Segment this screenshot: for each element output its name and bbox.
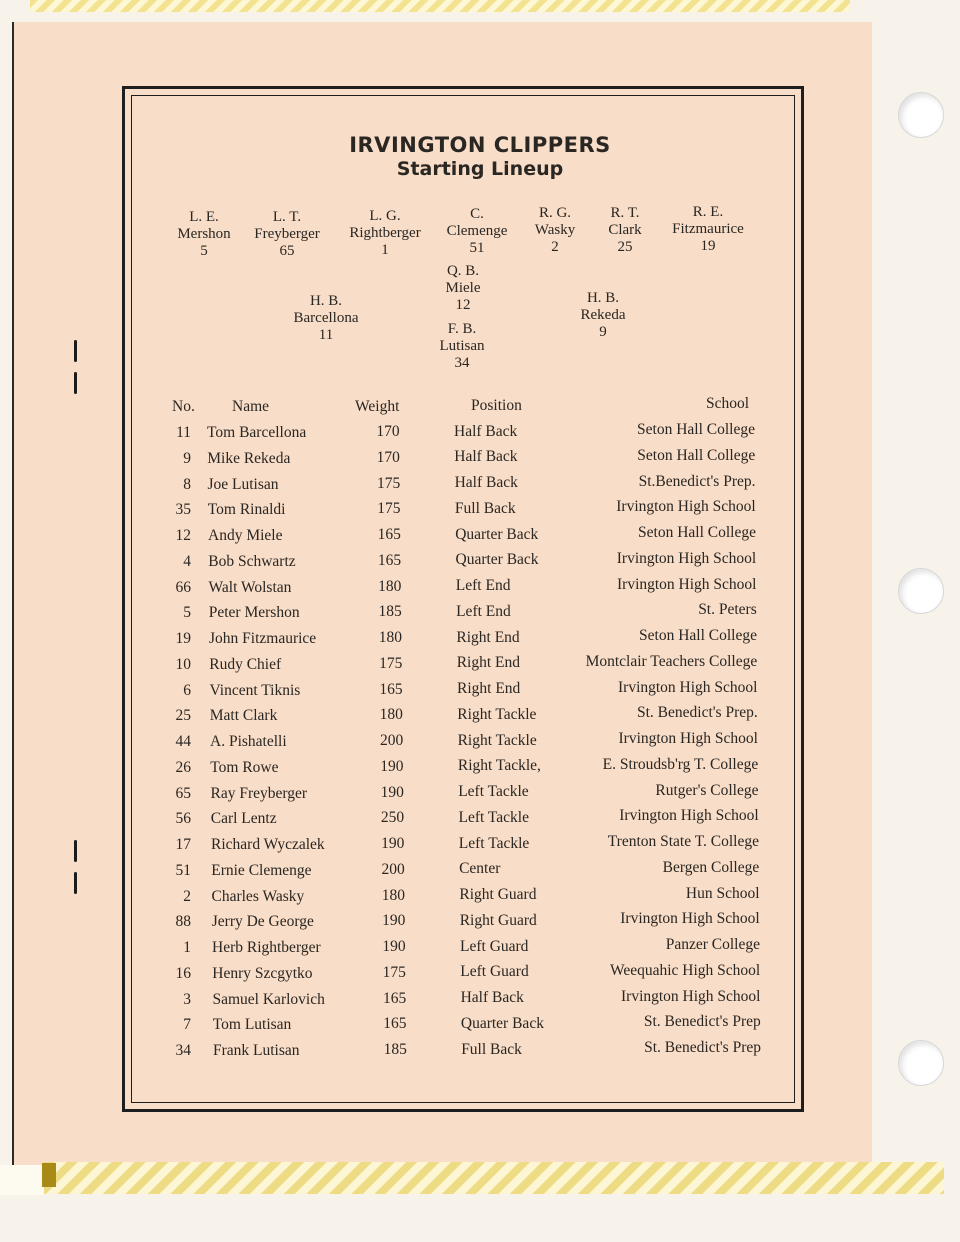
- row-position: Right End: [456, 654, 520, 672]
- lineup-number: 51: [469, 240, 485, 256]
- row-weight: 190: [380, 783, 404, 801]
- row-weight: 200: [381, 860, 405, 878]
- row-name: Vincent Tiknis: [209, 681, 301, 699]
- col-header-school: School: [706, 395, 750, 412]
- lineup-position: R. G.: [538, 205, 572, 221]
- row-school: Bergen College: [662, 858, 760, 876]
- row-school: St. Benedict's Prep: [643, 1013, 761, 1031]
- lineup-player: Clemenge: [446, 223, 508, 239]
- row-school: Rutger's College: [655, 781, 759, 799]
- row-weight: 175: [379, 654, 403, 672]
- row-position: Right End: [457, 680, 521, 698]
- row-name: Tom Rinaldi: [207, 501, 286, 519]
- row-name: Carl Lentz: [210, 810, 277, 828]
- row-position: Left End: [455, 577, 511, 595]
- staple-mark: [74, 340, 77, 362]
- lineup-right-end: [648, 204, 768, 255]
- punch-hole: [898, 568, 944, 614]
- lineup-number: 25: [617, 239, 633, 255]
- lineup-position: Q. B.: [446, 263, 480, 279]
- row-weight: 165: [379, 680, 403, 698]
- row-position: Quarter Back: [455, 525, 539, 543]
- row-weight: 175: [377, 500, 401, 518]
- row-school: St. Benedict's Prep.: [636, 704, 758, 722]
- row-weight: 175: [376, 474, 401, 492]
- lineup-player: Fitzmaurice: [672, 221, 744, 237]
- lineup-number: 9: [599, 324, 607, 340]
- row-position: Right Tackle: [457, 705, 537, 723]
- row-school: E. Stroudsb'rg T. College: [602, 755, 759, 773]
- row-number: 34: [175, 1042, 191, 1059]
- top-stripe-edge: [30, 0, 850, 12]
- lineup-player: Miele: [445, 280, 481, 296]
- row-number: 8: [183, 475, 191, 493]
- row-school: Irvington High School: [617, 575, 757, 593]
- row-name: Tom Lutisan: [212, 1016, 292, 1034]
- lineup-quarterback: [403, 263, 523, 314]
- row-position: Left Tackle: [458, 808, 529, 826]
- row-number: 2: [183, 887, 191, 905]
- lineup-number: 11: [318, 327, 334, 343]
- row-weight: 180: [379, 706, 403, 724]
- lineup-number: 19: [700, 238, 716, 254]
- col-header-no: No.: [172, 398, 195, 415]
- row-school: Seton Hall College: [638, 524, 756, 541]
- row-position: Right Guard: [459, 911, 537, 929]
- row-weight: 185: [383, 1041, 407, 1058]
- lineup-player: Lutisan: [439, 338, 485, 354]
- lineup-position: L. T.: [272, 209, 302, 225]
- row-weight: 165: [383, 1015, 407, 1033]
- row-school: Irvington High School: [618, 678, 758, 696]
- row-name: Rudy Chief: [209, 655, 282, 673]
- row-position: Right Guard: [459, 886, 537, 904]
- lineup-position: C.: [470, 206, 484, 222]
- punch-hole: [898, 92, 944, 138]
- row-position: Right Tackle,: [457, 757, 541, 775]
- row-position: Full Back: [454, 499, 516, 517]
- row-name: A. Pishatelli: [210, 733, 287, 750]
- row-weight: 165: [377, 551, 402, 569]
- row-weight: 185: [378, 603, 402, 621]
- row-position: Full Back: [461, 1040, 522, 1058]
- row-school: Seton Hall College: [637, 446, 756, 464]
- row-position: Quarter Back: [455, 551, 539, 569]
- lineup-left-halfback: [266, 293, 386, 344]
- row-position: Half Back: [454, 448, 518, 466]
- lineup-player: Wasky: [534, 222, 576, 238]
- lineup-player: Clark: [608, 222, 642, 238]
- row-name: Frank Lutisan: [213, 1042, 300, 1059]
- row-weight: 165: [377, 526, 401, 543]
- row-name: Herb Rightberger: [212, 939, 321, 956]
- row-position: Half Back: [460, 989, 524, 1007]
- row-number: 26: [175, 758, 191, 776]
- row-number: 56: [175, 810, 191, 828]
- row-weight: 200: [379, 732, 404, 749]
- lineup-position: L. G.: [369, 208, 401, 224]
- lineup-position: R. T.: [610, 205, 640, 221]
- row-weight: 170: [376, 448, 400, 466]
- row-school: Trenton State T. College: [607, 833, 759, 850]
- row-school: Hun School: [685, 884, 760, 902]
- row-position: Left End: [456, 602, 511, 620]
- row-school: Weequahic High School: [609, 961, 761, 979]
- row-number: 88: [175, 913, 191, 931]
- bottom-left-margin: [0, 1165, 44, 1195]
- staple-mark: [74, 872, 77, 894]
- lineup-position: F. B.: [447, 321, 477, 337]
- row-number: 44: [175, 733, 191, 750]
- row-name: Ray Freyberger: [210, 784, 308, 802]
- row-position: Half Back: [454, 474, 518, 492]
- row-position: Left Tackle: [458, 834, 530, 852]
- col-header-position: Position: [471, 397, 522, 414]
- row-number: 6: [183, 681, 191, 699]
- bottom-stripe-edge: [44, 1162, 944, 1194]
- row-weight: 180: [381, 886, 406, 904]
- row-weight: 170: [376, 423, 400, 440]
- row-school: Montclair Teachers College: [585, 652, 758, 670]
- row-position: Quarter Back: [460, 1014, 544, 1032]
- lineup-position: R. E.: [692, 204, 724, 220]
- row-weight: 250: [380, 809, 405, 827]
- col-header-weight: Weight: [355, 398, 400, 415]
- row-school: Irvington High School: [619, 807, 759, 825]
- lineup-number: 1: [381, 242, 389, 258]
- lineup-number: 12: [455, 297, 471, 313]
- lineup-player: Rekeda: [580, 307, 626, 323]
- corner-tab: [42, 1163, 56, 1187]
- row-name: Mike Rekeda: [207, 449, 291, 467]
- row-number: 65: [175, 784, 191, 802]
- row-name: Charles Wasky: [211, 887, 305, 905]
- row-number: 66: [175, 578, 191, 596]
- lineup-position: H. B.: [586, 290, 620, 306]
- row-position: Center: [459, 860, 501, 878]
- row-weight: 190: [382, 912, 406, 930]
- lineup-position: L. E.: [189, 209, 219, 225]
- row-school: Panzer College: [665, 936, 760, 953]
- row-name: Ernie Clemenge: [211, 861, 312, 879]
- row-weight: 180: [378, 577, 402, 595]
- row-name: Samuel Karlovich: [212, 990, 325, 1008]
- row-number: 4: [183, 552, 191, 570]
- row-number: 3: [183, 990, 191, 1008]
- row-school: Irvington High School: [620, 910, 760, 928]
- row-name: Tom Barcellona: [207, 424, 307, 441]
- row-name: Peter Mershon: [208, 604, 300, 622]
- row-position: Half Back: [454, 422, 518, 440]
- row-name: Joe Lutisan: [207, 475, 279, 493]
- row-name: Andy Miele: [208, 527, 283, 544]
- punch-hole: [898, 1040, 944, 1086]
- row-number: 10: [175, 655, 191, 673]
- lineup-player: Mershon: [177, 226, 231, 242]
- row-school: Irvington High School: [616, 549, 757, 567]
- row-position: Right End: [456, 628, 520, 646]
- page-title: IRVINGTON CLIPPERS: [349, 133, 611, 157]
- lineup-number: 5: [200, 243, 208, 259]
- col-header-name: Name: [232, 398, 270, 415]
- row-number: 51: [175, 861, 191, 879]
- row-number: 17: [175, 836, 191, 853]
- row-school: St. Peters: [698, 601, 757, 619]
- page-subtitle: Starting Lineup: [396, 158, 564, 180]
- row-school: Irvington High School: [621, 987, 761, 1005]
- lineup-player: Barcellona: [293, 310, 359, 326]
- staple-mark: [74, 372, 77, 394]
- row-number: 7: [183, 1016, 191, 1034]
- row-position: Left Tackle: [458, 783, 529, 801]
- lineup-player: Freyberger: [254, 226, 320, 242]
- row-weight: 190: [381, 835, 405, 852]
- lineup-number: 34: [454, 355, 470, 371]
- row-name: Jerry De George: [211, 913, 314, 931]
- row-name: John Fitzmaurice: [209, 630, 317, 647]
- row-name: Bob Schwartz: [208, 552, 296, 570]
- row-number: 5: [183, 604, 191, 622]
- lineup-number: 65: [279, 243, 295, 259]
- row-name: Richard Wyczalek: [211, 836, 325, 853]
- row-number: 11: [176, 424, 191, 441]
- row-number: 25: [175, 707, 191, 725]
- row-weight: 175: [382, 963, 406, 981]
- row-school: Irvington High School: [616, 498, 756, 516]
- lineup-fullback: [402, 321, 522, 372]
- row-school: St. Benedict's Prep: [644, 1039, 761, 1056]
- row-number: 12: [175, 527, 191, 544]
- row-school: Irvington High School: [618, 730, 758, 747]
- row-position: Left Guard: [460, 963, 529, 981]
- lineup-right-halfback: [543, 290, 663, 341]
- row-position: Left Guard: [460, 937, 529, 955]
- row-name: Henry Szcgytko: [212, 964, 313, 982]
- row-weight: 190: [382, 938, 406, 955]
- row-number: 35: [175, 501, 191, 519]
- lineup-number: 2: [551, 239, 559, 255]
- row-weight: 165: [382, 989, 407, 1007]
- row-weight: 180: [378, 629, 403, 646]
- row-number: 9: [183, 449, 191, 467]
- row-name: Tom Rowe: [210, 758, 279, 776]
- lineup-position: H. B.: [309, 293, 343, 309]
- row-number: 16: [175, 964, 191, 982]
- row-weight: 190: [380, 757, 404, 775]
- row-name: Walt Wolstan: [208, 578, 292, 596]
- row-school: Seton Hall College: [639, 627, 757, 644]
- row-number: 19: [175, 630, 191, 647]
- staple-mark: [74, 840, 77, 862]
- row-school: Seton Hall College: [637, 421, 755, 438]
- row-number: 1: [183, 939, 191, 956]
- row-position: Right Tackle: [457, 731, 537, 749]
- row-name: Matt Clark: [209, 707, 278, 725]
- row-school: St.Benedict's Prep.: [638, 472, 756, 490]
- lineup-player: Rightberger: [349, 225, 421, 241]
